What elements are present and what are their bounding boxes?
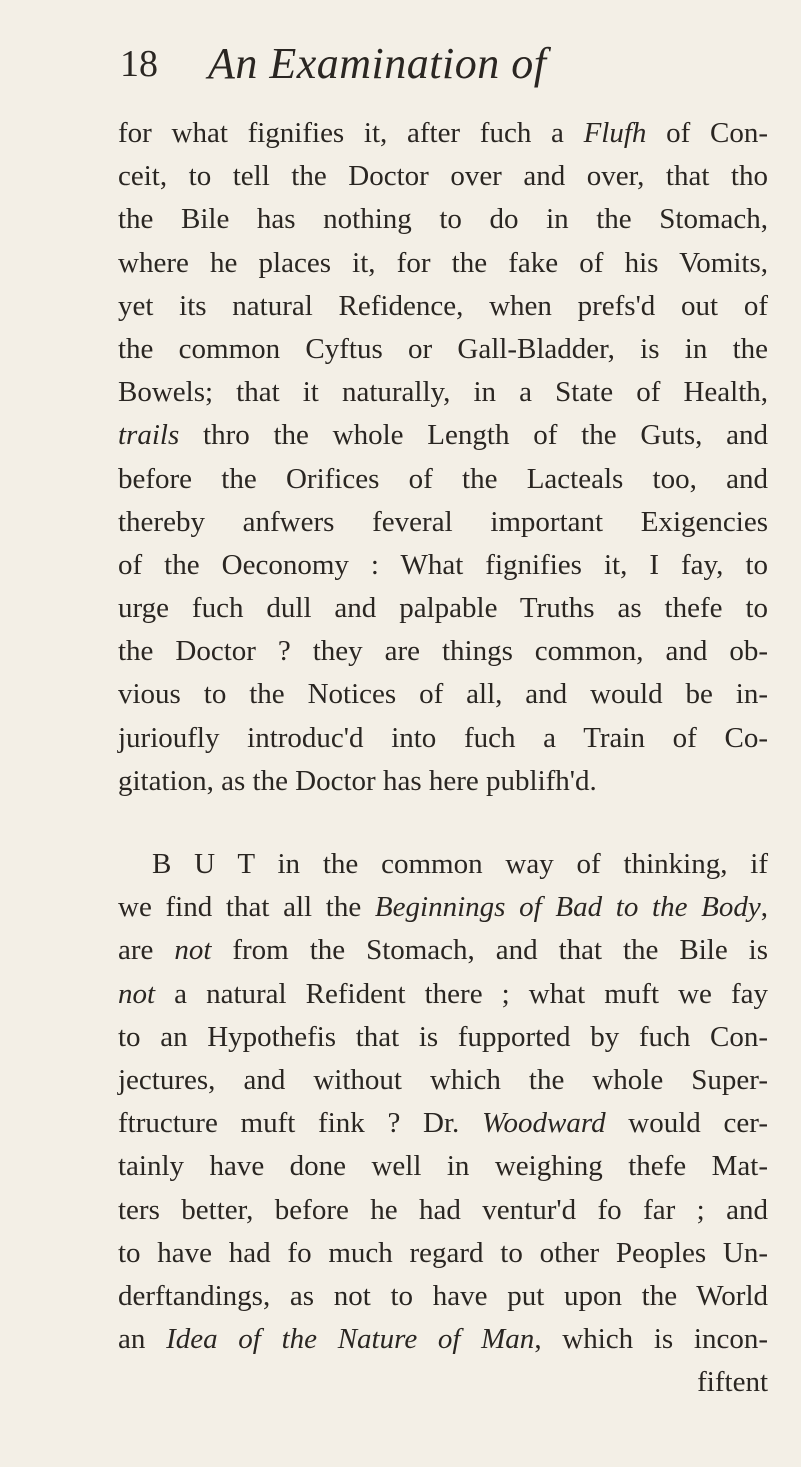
text-segment: B U T in the common way of thinking, if [152, 848, 768, 880]
text-segment: thereby anfwers feveral important Exigencies [118, 505, 768, 538]
paragraph-2 [118, 843, 768, 1404]
italic-text: not [118, 977, 156, 1010]
text-segment: are [118, 934, 175, 967]
text-segment: of the Oeconomy : What fignifies it, I fay, to [118, 548, 768, 581]
text-line [118, 285, 768, 328]
text-line [118, 587, 768, 630]
paragraph-gap [118, 803, 768, 843]
page-header [120, 38, 720, 98]
text-segment: jectures, and without which the whole Super- [118, 1063, 768, 1096]
text-segment: ters better, before he had ventur'd fo far ; and [118, 1193, 768, 1226]
text-line [118, 414, 768, 457]
italic-text: Beginnings of Bad to the Body [374, 891, 761, 924]
text-line [118, 843, 768, 886]
text-line [118, 1016, 768, 1059]
text-segment: vious to the Notices of all, and would be in- [118, 678, 768, 711]
text-segment: we find that all the [118, 891, 375, 924]
text-line [118, 1232, 768, 1275]
text-line [118, 1145, 768, 1188]
text-segment: the Doctor ? they are things common, and ob- [118, 635, 768, 668]
text-segment: to have had fo much regard to other Peoples Un- [118, 1236, 768, 1269]
text-line [118, 717, 768, 760]
text-segment: where he places it, for the fake of his Vomits, [118, 246, 768, 279]
text-line [118, 1275, 768, 1318]
text-line [118, 1189, 768, 1232]
paragraph-1 [118, 112, 768, 803]
italic-text: not [174, 934, 212, 967]
text-line [118, 630, 768, 673]
text-line [118, 886, 768, 929]
text-segment: , which is incon- [534, 1323, 768, 1356]
text-line [118, 458, 768, 501]
page-number: 18 [120, 43, 158, 85]
text-segment: derftandings, as not to have put upon the World [118, 1279, 768, 1312]
text-segment: tainly have done well in weighing thefe Mat- [118, 1150, 768, 1183]
text-line [118, 973, 768, 1016]
body-text [118, 112, 768, 1404]
text-segment: jurioufly introduc'd into fuch a Train of Co- [118, 721, 768, 754]
text-line [118, 929, 768, 972]
italic-text: trails [118, 419, 180, 452]
text-segment: yet its natural Refidence, when prefs'd out of [118, 289, 768, 322]
text-segment: Bowels; that it naturally, in a State of Health, [118, 376, 768, 409]
text-segment: from the Stomach, and that the Bile is [211, 934, 768, 967]
italic-text: Idea of the Nature of Man [166, 1323, 535, 1356]
text-segment: of Con- [646, 117, 768, 149]
text-segment: gitation, as the Doctor has here publifh'd. [118, 764, 597, 797]
text-segment: , [760, 891, 768, 924]
text-line [118, 371, 768, 414]
text-segment: fiftent [697, 1366, 768, 1399]
text-line [118, 544, 768, 587]
text-line [118, 112, 768, 155]
text-segment: before the Orifices of the Lacteals too, and [118, 462, 768, 495]
text-segment: urge fuch dull and palpable Truths as thefe to [118, 592, 768, 625]
text-segment: the Bile has nothing to do in the Stomach, [118, 203, 768, 236]
text-segment: would cer- [605, 1107, 769, 1140]
text-line [118, 198, 768, 241]
text-segment: a natural Refident there ; what muft we fay [155, 977, 768, 1010]
text-segment: the common Cyftus or Gall-Bladder, is in the [118, 332, 768, 365]
text-segment: ftructure muft fink ? Dr. [118, 1107, 483, 1140]
text-segment: thro the whole Length of the Guts, and [179, 419, 768, 452]
text-segment: an [118, 1323, 167, 1356]
text-line [118, 1361, 768, 1404]
text-line [118, 501, 768, 544]
text-segment: ceit, to tell the Doctor over and over, that tho [118, 160, 768, 193]
text-line [118, 760, 768, 803]
italic-text: Flufh [583, 117, 647, 149]
text-line [118, 328, 768, 371]
running-title: An Examination of [208, 39, 547, 88]
text-line [118, 155, 768, 198]
italic-text: Woodward [482, 1107, 606, 1140]
text-segment: to an Hypothefis that is fupported by fuch Con- [118, 1020, 768, 1053]
text-line [118, 1318, 768, 1361]
text-line [118, 242, 768, 285]
text-segment: for what fignifies it, after fuch a [118, 117, 584, 149]
text-line [118, 673, 768, 716]
text-line [118, 1059, 768, 1102]
text-line [118, 1102, 768, 1145]
